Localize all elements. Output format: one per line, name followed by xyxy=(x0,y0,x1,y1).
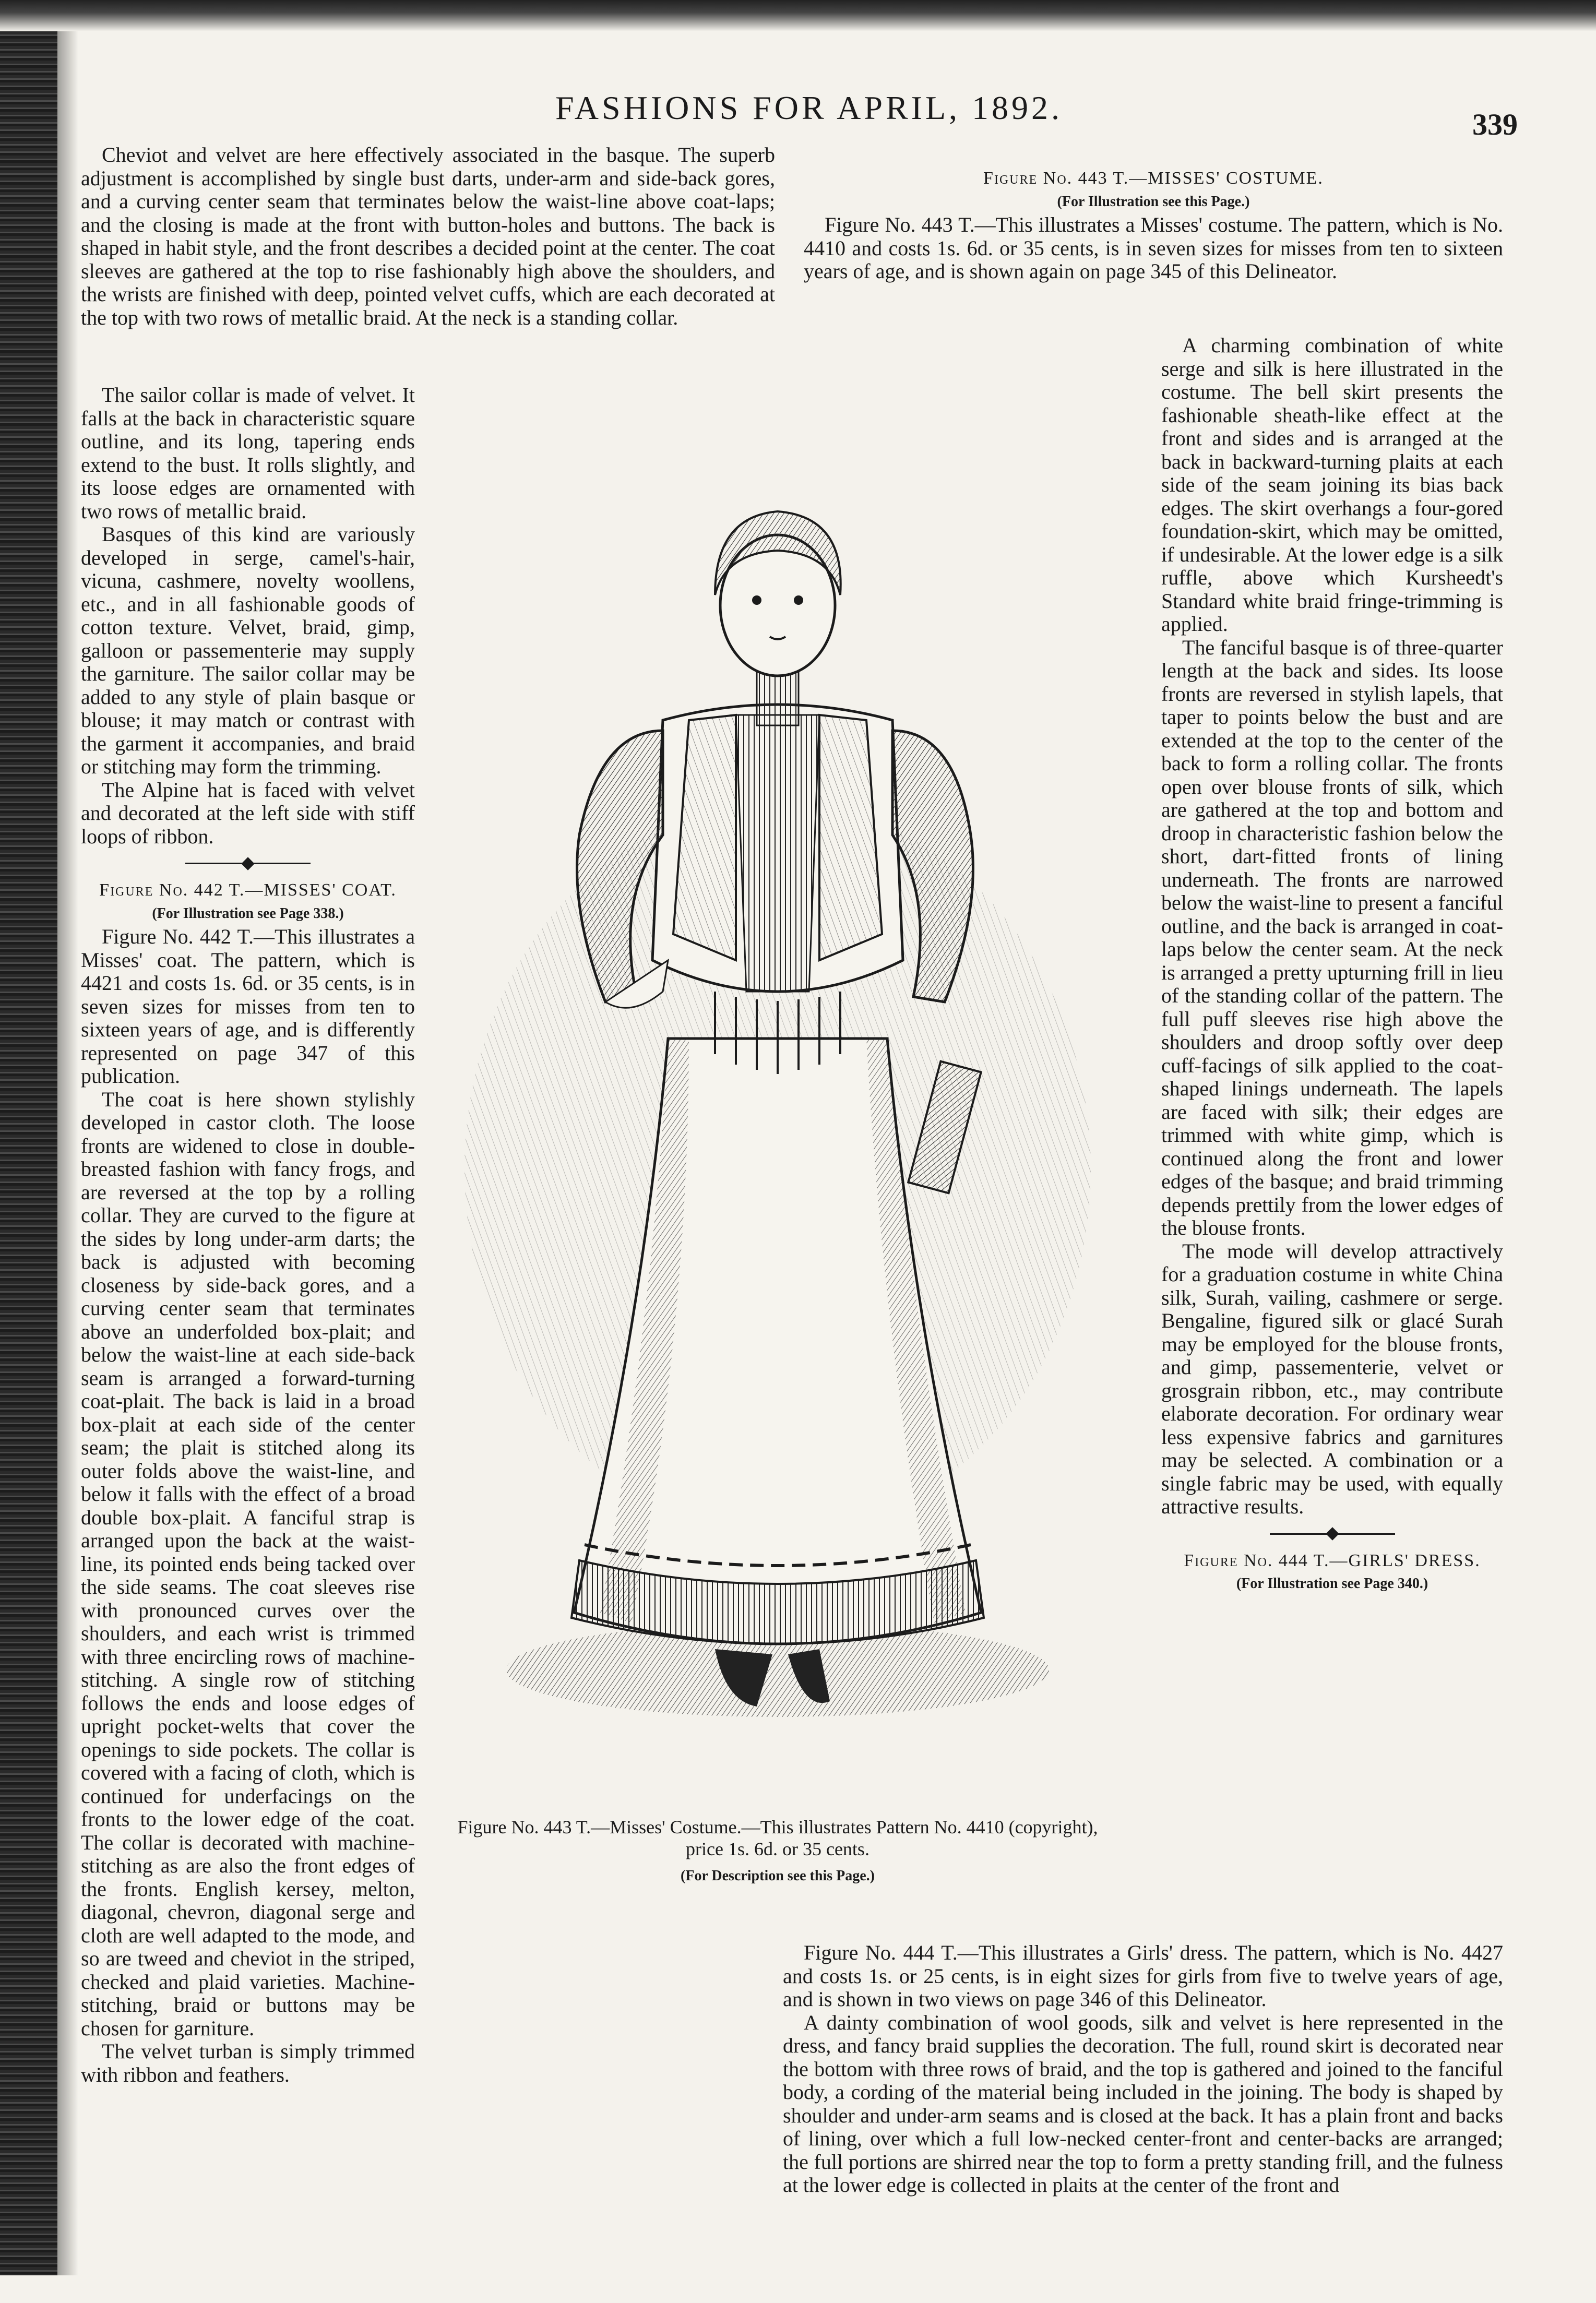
page-title: FASHIONS FOR APRIL, 1892. xyxy=(555,89,1063,126)
left-column-narrow xyxy=(81,384,415,2086)
paragraph: The mode will develop attractively for a graduation costume in white China silk, Surah, vailing, cashmere or serge. Bengaline, figured silk or glacé Surah may be employed for the blouse fronts, and gimp, passementerie, velvet or grosgrain ribbon, etc., may contribute elaborate decoration. For ordinary wear less expensive fabrics and garnitures may be selected. A combination or a single fabric may be used, with equally attractive results. xyxy=(1161,1239,1503,1518)
left-column-top xyxy=(81,144,775,329)
paragraph: The fanciful basque is of three-quarter length at the back and sides. Its loose fronts are reversed in stylish lapels, that taper to points below the bust and are extended at the top to the center of the back to form a rolling collar. The fronts open over blouse fronts of silk, which are gathered at the top and bottom and droop in characteristic fashion below the short, dart-fitted fronts of lining underneath. The fronts are narrowed below the waist-line to present a fanciful outline, and the back is arranged in coat-laps below the center seam. At the neck is arranged a pretty upturning frill in lieu of the standing collar of the pattern. The full puff sleeves rise high above the shoulders and droop softly over deep cuff-facings of silk applied to the coat-shaped linings underneath. The lapels are faced with silk; their edges are trimmed with white gimp, which is continued along the front and lower edges of the basque; and braid trimming depends prettily from the lower edges of the blouse fronts. xyxy=(1161,635,1503,1239)
illustration-caption xyxy=(449,1816,1106,1887)
section-subheading-444: (For Illustration see Page 340.) xyxy=(1236,1576,1428,1592)
costume-illustration xyxy=(444,438,1101,1753)
blouse-front xyxy=(736,715,819,992)
paragraph: The sailor collar is made of velvet. It falls at the back in characteristic square outline, and its long, tapering ends extend to the bust. It rolls slightly, and its loose edges are ornamented with two rows of metallic braid. xyxy=(81,383,415,523)
paragraph: A charming combination of white serge and silk is here illustrated in the costume. The bell skirt presents the fashionable sheath-like effect at the front and sides and is arranged at the back in backward-turning plaits at each side of the seam joining its bias back edges. The skirt overhangs a four-gored foundation-skirt, which may be omitted, if undesirable. At the lower edge is a silk ruffle, above which Kursheedt's Standard white braid fringe-trimming is applied. xyxy=(1161,333,1503,636)
section-divider xyxy=(185,863,311,864)
page-number: 339 xyxy=(1472,108,1518,141)
paragraph: Cheviot and velvet are here effectively associated in the basque. The superb adjustment is accomplished by single bust darts, under-arm and side-back gores, and a curving center seam that terminates below the waist-line above coat-laps; and the closing is made at the front with button-holes and buttons. The back is shaped in habit style, and the front describes a decided point at the center. The coat sleeves are gathered at the top to rise fashionably high above the shoulders, and the wrists are finished with deep, pointed velvet cuffs, which are each decorated at the top with two rows of metallic braid. At the neck is a standing collar. xyxy=(81,143,775,329)
paragraph: Figure No. 444 T.—This illustrates a Girls' dress. The pattern, which is No. 4427 and costs 1s. or 25 cents, is in eight sizes for girls from five to twelve years of age, and is shown in two views on page 346 of this Delineator. xyxy=(783,1941,1503,2011)
right-column-top xyxy=(804,167,1503,283)
binding-spine xyxy=(0,31,57,2275)
paragraph: The velvet turban is simply trimmed with ribbon and feathers. xyxy=(81,2039,415,2086)
right-column-narrow xyxy=(1161,334,1503,1596)
caption-note: (For Description see this Page.) xyxy=(681,1868,875,1884)
paragraph: A dainty combination of wool goods, silk and velvet is here represented in the dress, and fancy braid supplies the decoration. The full, round skirt is decorated near the bottom with three rows of braid, and the top is gathered and joined to the fanciful body, a cording of the material being included in the joining. The body is shaped by shoulder and under-arm seams and is closed at the back. It has a plain front and backs of lining, over which a full low-necked center-front and center-backs are arranged; the full portions are shirred near the top to form a pretty standing frill, and the fulness at the lower edge is collected in plaits at the center of the front and xyxy=(783,2010,1503,2197)
caption-text: Figure No. 443 T.—Misses' Costume.—This illustrates Pattern No. 4410 (copyright), price 1s. 6d. or 35 cents. xyxy=(457,1817,1098,1859)
section-heading-442: Figure No. 442 T.—MISSES' COAT. xyxy=(99,880,397,900)
section-heading-444: Figure No. 444 T.—GIRLS' DRESS. xyxy=(1184,1550,1481,1570)
section-heading-443: Figure No. 443 T.—MISSES' COSTUME. xyxy=(983,169,1324,188)
paragraph: Figure No. 442 T.—This illustrates a Misses' coat. The pattern, which is 4421 and costs 1s. 6d. or 35 cents, is in seven sizes for misses from ten to sixteen years of age, and is differently represented on page 347 of this publication. xyxy=(81,925,415,1088)
section-subheading-443: (For Illustration see this Page.) xyxy=(1057,193,1250,210)
paragraph: The coat is here shown stylishly developed in castor cloth. The loose fronts are widened to close in double-breasted fashion with fancy frogs, and are reversed at the top by a rolling collar. They are curved to the figure at the sides by long under-arm darts; the back is adjusted with becoming closeness by side-back gores, and a curving center seam that terminates above an underfolded box-plait; and below the waist-line at each side-back seam is arranged a forward-turning coat-plait. The back is laid in a broad box-plait at each side of the center seam; the plait is stitched along its outer folds above the waist-line, and below it falls with the effect of a broad double box-plait. A fanciful strap is arranged upon the back at the waist-line, its pointed ends being tacked over the side seams. The coat sleeves rise with pronounced curves over the shoulders, and each wrist is trimmed with three encircling rows of machine-stitching. A single row of stitching follows the ends and loose edges of upright pocket-welts that cover the openings to side pockets. The collar is covered with a facing of cloth, which is continued for underfacings on the fronts to the lower edge of the coat. The collar is decorated with machine-stitching as are also the front edges of the fronts. English kersey, melton, diagonal, chevron, diagonal serge and cloth are well adapted to the mode, and so are tweed and cheviot in the striped, checked and plaid varieties. Machine-stitching, braid or buttons may be chosen for garniture. xyxy=(81,1087,415,2040)
paragraph: Basques of this kind are variously developed in serge, camel's-hair, vicuna, cashmere, novelty woollens, etc., and in all fashionable goods of cotton texture. Velvet, braid, gimp, galloon or passementerie may supply the garniture. The sailor collar may be added to any style of plain basque or blouse; it may match or contrast with the garment it accompanies, and braid or stitching may form the trimming. xyxy=(81,522,415,778)
section-subheading-442: (For Illustration see Page 338.) xyxy=(152,905,344,922)
right-column-bottom xyxy=(783,1941,1503,2197)
paragraph: The Alpine hat is faced with velvet and decorated at the left side with stiff loops of ribbon. xyxy=(81,778,415,848)
spine-shadow xyxy=(57,31,78,2275)
scan-top-edge xyxy=(0,0,1596,31)
paragraph: Figure No. 443 T.—This illustrates a Misses' costume. The pattern, which is No. 4410 and costs 1s. 6d. or 35 cents, is in seven sizes for misses from ten to sixteen years of age, and is shown again on page 345 of this Delineator. xyxy=(804,213,1503,283)
section-divider xyxy=(1270,1533,1395,1535)
